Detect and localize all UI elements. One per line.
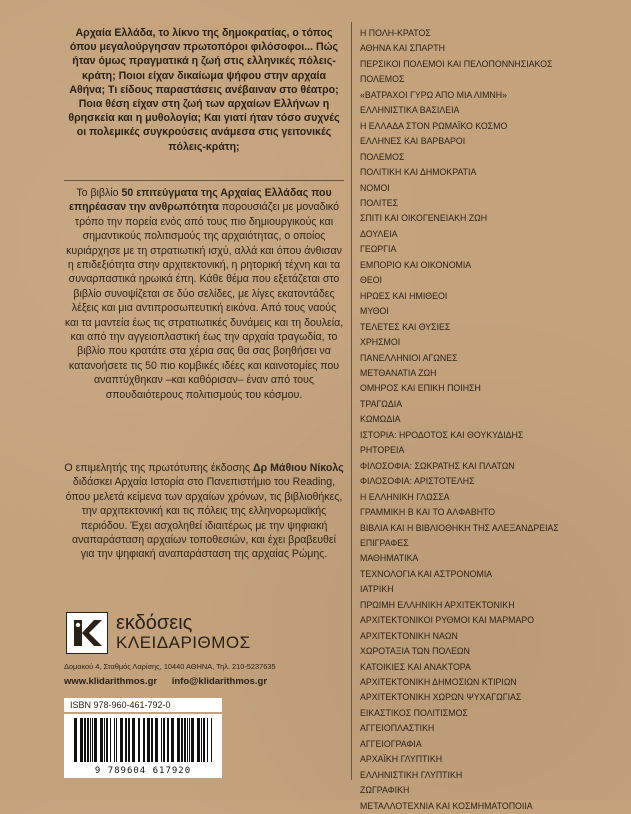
toc-item: ΙΑΤΡΙΚΗ [360,584,394,595]
toc-item: ΕΛΛΗΝΙΣΤΙΚΑ ΒΑΣΙΛΕΙΑ [360,105,460,116]
toc-item: ΑΓΓΕΙΟΓΡΑΦΙΑ [360,738,422,749]
toc-item: ΑΓΓΕΙΟΠΛΑΣΤΙΚΗ [360,723,435,734]
isbn: ISBN 978-960-461-792-0 [64,698,222,712]
toc-item: ΠΟΛΕΜΟΣ [360,151,405,162]
toc-item: ΠΟΛΙΤΕΣ [360,197,399,208]
barcode-bar [94,718,97,762]
toc-item: ΕΛΛΗΝΙΣΤΙΚΗ ΓΛΥΠΤΙΚΗ [360,769,463,780]
toc-item: ΕΜΠΟΡΙΟ ΚΑΙ ΟΙΚΟΝΟΜΙΑ [360,259,472,270]
barcode-bar [171,718,174,762]
toc-item: ΔΟΥΛΕΙΑ [360,228,398,239]
barcode [64,714,222,778]
toc-item: ΦΙΛΟΣΟΦΙΑ: ΣΩΚΡΑΤΗΣ ΚΑΙ ΠΛΑΤΩΝ [360,460,515,471]
toc-item: ΑΡΧΙΤΕΚΤΟΝΙΚΗ ΝΑΩΝ [360,630,458,641]
toc-item: ΒΙΒΛΙΑ ΚΑΙ Η ΒΙΒΛΙΟΘΗΚΗ ΤΗΣ ΑΛΕΞΑΝΔΡΕΙΑΣ [360,522,559,533]
description-lead: Το βιβλίο [76,187,122,199]
barcode-bar [167,718,169,762]
barcode-bar [132,718,135,762]
barcode-bar [191,718,194,762]
barcode-bar [106,718,108,762]
publisher-address: Δομοκού 4, Σταθμός Λαρίσης, 10440 ΑΘΗΝΑ, Τηλ. 210-5237635 [64,662,276,671]
barcode-bar [211,718,212,762]
bio-body: διδάσκει Αρχαία Ιστορία στο Πανεπιστήμιο του Reading, όπου μελετά κείμενα των αρχαίων χρόνων, τις βιβλιοθήκες, την αρχιτεκτονική και τις πόλεις της ελληνορωμαϊκής περιόδου. Έχει ασχοληθεί ιδιαιτέρως με την ψηφιακή αναπαράσταση αρχαίων τοποθεσιών, και έχει βραβευθεί για την ψηφιακή αναπαράσταση της αρχαίας Ρώμης. [65,476,343,561]
barcode-bar [120,718,123,762]
barcode-bar [125,718,127,762]
publisher-website: www.klidarithmos.gr [64,676,158,687]
toc-item: ΜΑΘΗΜΑΤΙΚΑ [360,553,419,564]
publisher-contact [64,676,279,687]
barcode-bar [151,718,153,762]
toc-item: ΠΡΩΙΜΗ ΕΛΛΗΝΙΚΗ ΑΡΧΙΤΕΚΤΟΝΙΚΗ [360,599,515,610]
toc-item: ΗΡΩΕΣ ΚΑΙ ΗΜΙΘΕΟΙ [360,290,448,301]
barcode-bar [187,718,188,762]
toc-item: Η ΕΛΛΗΝΙΚΗ ΓΛΩΣΣΑ [360,491,450,502]
barcode-bar [147,718,150,762]
toc-item: ΠΑΝΕΛΛΗΝΙΟΙ ΑΓΩΝΕΣ [360,352,458,363]
toc-item: ΤΡΑΓΩΔΙΑ [360,398,403,409]
barcode-bar [161,718,162,762]
toc-item: Η ΕΛΛΑΔΑ ΣΤΟΝ ΡΩΜΑΪΚΟ ΚΟΣΜΟ [360,120,508,131]
publisher-logo [66,612,251,654]
toc-item: ΤΕΛΕΤΕΣ ΚΑΙ ΘΥΣΙΕΣ [360,321,451,332]
section-divider [64,180,344,181]
toc-item: ΠΟΛΙΤΙΚΗ ΚΑΙ ΔΗΜΟΚΡΑΤΙΑ [360,167,477,178]
toc-item: ΚΑΤΟΙΚΙΕΣ ΚΑΙ ΑΝΑΚΤΟΡΑ [360,661,471,672]
intro-text: Αρχαία Ελλάδα, το λίκνο της δημοκρατίας, ο τόπος όπου μεγαλούργησαν πρωτοπόροι φιλόσοφοι... Πώς ήταν όμως πραγματικά η ζωή στις ελληνικές πόλεις-κράτη; Ποιοι είχαν δικαίωμα ψήφου στην αρχαία Αθήνα; Τι είδους παραστάσεις ανέβαιναν στο θέατρο; Ποια θέση είχαν στη ζωή των αρχαίων Ελλήνων η θρησκεία και η μυθολογία; Και γιατί ήταν τόσο συχνές οι πολεμικές συγκρούσεις ανάμεσα στις γειτονικές πόλεις-κράτη; [68,27,340,153]
toc-item: ΕΠΙΓΡΑΦΕΣ [360,537,409,548]
toc-item: ΑΡΧΙΤΕΚΤΟΝΙΚΗ ΧΩΡΩΝ ΨΥΧΑΓΩΓΙΑΣ [360,692,522,703]
toc-item: ΓΕΩΡΓΙΑ [360,244,397,255]
toc-item: Η ΠΟΛΗ-ΚΡΑΤΟΣ [360,28,431,38]
toc-item: ΠΕΡΣΙΚΟΙ ΠΟΛΕΜΟΙ ΚΑΙ ΠΕΛΟΠΟΝΝΗΣΙΑΚΟΣ ΠΟΛΕΜΟΣ [360,58,553,85]
table-of-contents [360,26,600,814]
barcode-bar [104,718,105,762]
toc-item: ΑΘΗΝΑ ΚΑΙ ΣΠΑΡΤΗ [360,43,445,54]
barcode-bar [84,718,86,762]
key-logo-icon [66,612,108,654]
publisher-label: εκδόσεις [116,612,193,634]
editor-name: Δρ Μάθιου Νίκολς [253,462,344,474]
barcode-bar [100,718,103,762]
toc-item: ΤΕΧΝΟΛΟΓΙΑ ΚΑΙ ΑΣΤΡΟΝΟΜΙΑ [360,568,493,579]
toc-item: ΑΡΧΑΪΚΗ ΓΛΥΠΤΙΚΗ [360,754,443,765]
toc-item: ΑΡΧΙΤΕΚΤΟΝΙΚΗ ΔΗΜΟΣΙΩΝ ΚΤΙΡΙΩΝ [360,677,517,688]
toc-item: ΓΡΑΜΜΙΚΗ Β ΚΑΙ ΤΟ ΑΛΦΑΒΗΤΟ [360,507,496,518]
column-divider [351,22,352,780]
barcode-bar [189,718,190,762]
barcode-bar [116,718,117,762]
barcode-bar [110,718,111,762]
editor-bio [64,461,344,562]
book-title: 50 επιτεύγματα της Αρχαίας Ελλάδας που επηρέασαν την ανθρωπότητα [68,187,332,214]
barcode-bar [184,718,186,762]
toc-item: ΕΙΚΑΣΤΙΚΟΣ ΠΟΛΙΤΙΣΜΟΣ [360,707,468,718]
barcode-bar [80,718,83,762]
toc-item: ΙΣΤΟΡΙΑ: ΗΡΟΔΟΤΟΣ ΚΑΙ ΘΟΥΚΥΔΙΔΗΣ [360,429,524,440]
description-body: παρουσιάζει με μοναδικό τρόπο την πορεία ενός από τους πιο δημιουργικούς και σημαντικούς πολιτισμούς της αρχαιότητας, ο οποίος κυριάρχησε με τη στρατιωτική ισχύ, αλλά και όπου άνθισαν η επιδεξιότητα στην αρχιτεκτονική, η ρητορική τέχνη και τα συναρπαστικά ηρωικά έπη. Κάθε θέμα που εξετάζεται στο βιβλίο συνοψίζεται σε δύο σελίδες, με λίγες εκατοντάδες λέξεις και μια αντιπροσωπευτική εικόνα. Από τους ναούς και τα μαντεία έως τις στρατιωτικές δυνάμεις και τη δουλεία, και από την αγγειοπλαστική έως την αρχαία τραγωδία, το βιβλίο που κρατάτε στα χέρια σας θα σας βοηθήσει να κατανοήσετε τις 50 πιο κομβικές ιδέες και καινοτομίες που αναπτύχθηκαν –και καθόρισαν– έναν από τους σπουδαιότερους πολιτισμούς του κόσμου. [64,201,344,401]
barcode-bar [128,718,130,762]
barcode-bar [74,718,77,762]
bio-lead: Ο επιμελητής της πρωτότυπης έκδοσης [64,462,253,474]
toc-item: ΧΩΡΟΤΑΞΙΑ ΤΩΝ ΠΟΛΕΩΝ [360,646,470,657]
barcode-bar [203,718,205,762]
barcode-bar [143,718,145,762]
barcode-number: 9 789604 617920 [94,766,192,776]
barcode-bar [138,718,140,762]
barcode-bar [201,718,202,762]
toc-item: ΦΙΛΟΣΟΦΙΑ: ΑΡΙΣΤΟΤΕΛΗΣ [360,476,475,487]
toc-item: ΑΡΧΙΤΕΚΤΟΝΙΚΟΙ ΡΥΘΜΟΙ ΚΑΙ ΜΑΡΜΑΡΟ [360,615,535,626]
toc-item: ΜΕΤΑΛΛΟΤΕΧΝΙΑ ΚΑΙ ΚΟΣΜΗΜΑΤΟΠΟΙΙΑ [360,800,533,811]
barcode-bar [92,718,93,762]
barcode-bar [207,718,208,762]
book-description [64,186,344,402]
barcode-bar [90,718,91,762]
toc-item: ΜΕΤΘΑΝΑΤΙΑ ΖΩΗ [360,367,437,378]
toc-item: ΟΜΗΡΟΣ ΚΑΙ ΕΠΙΚΗ ΠΟΙΗΣΗ [360,383,481,394]
toc-item: ΕΛΛΗΝΕΣ ΚΑΙ ΒΑΡΒΑΡΟΙ [360,136,466,147]
publisher-name: ΚΛΕΙΔΑΡΙΘΜΟΣ [116,633,251,652]
barcode-bar [155,718,158,762]
barcode-bar [177,718,180,762]
barcode-bar [87,718,89,762]
toc-item: ΧΡΗΣΜΟΙ [360,337,401,348]
toc-item: ΖΩΓΡΑΦΙΚΗ [360,785,410,796]
toc-item: ΚΩΜΩΔΙΑ [360,414,401,425]
barcode-bar [114,718,115,762]
toc-item: ΡΗΤΟΡΕΙΑ [360,445,405,456]
toc-item: ΝΟΜΟΙ [360,182,390,193]
toc-item: ΜΥΘΟΙ [360,306,389,317]
barcode-bar [197,718,200,762]
barcode-bar [163,718,165,762]
toc-item: ΣΠΙΤΙ ΚΑΙ ΟΙΚΟΓΕΝΕΙΑΚΗ ΖΩΗ [360,213,488,224]
toc-item: «ΒΑΤΡΑΧΟΙ ΓΥΡΩ ΑΠΟ ΜΙΑ ΛΙΜΝΗ» [360,89,508,100]
publisher-email: info@klidarithmos.gr [171,676,268,687]
barcode-bar [181,718,183,762]
toc-item: ΘΕΟΙ [360,275,382,286]
